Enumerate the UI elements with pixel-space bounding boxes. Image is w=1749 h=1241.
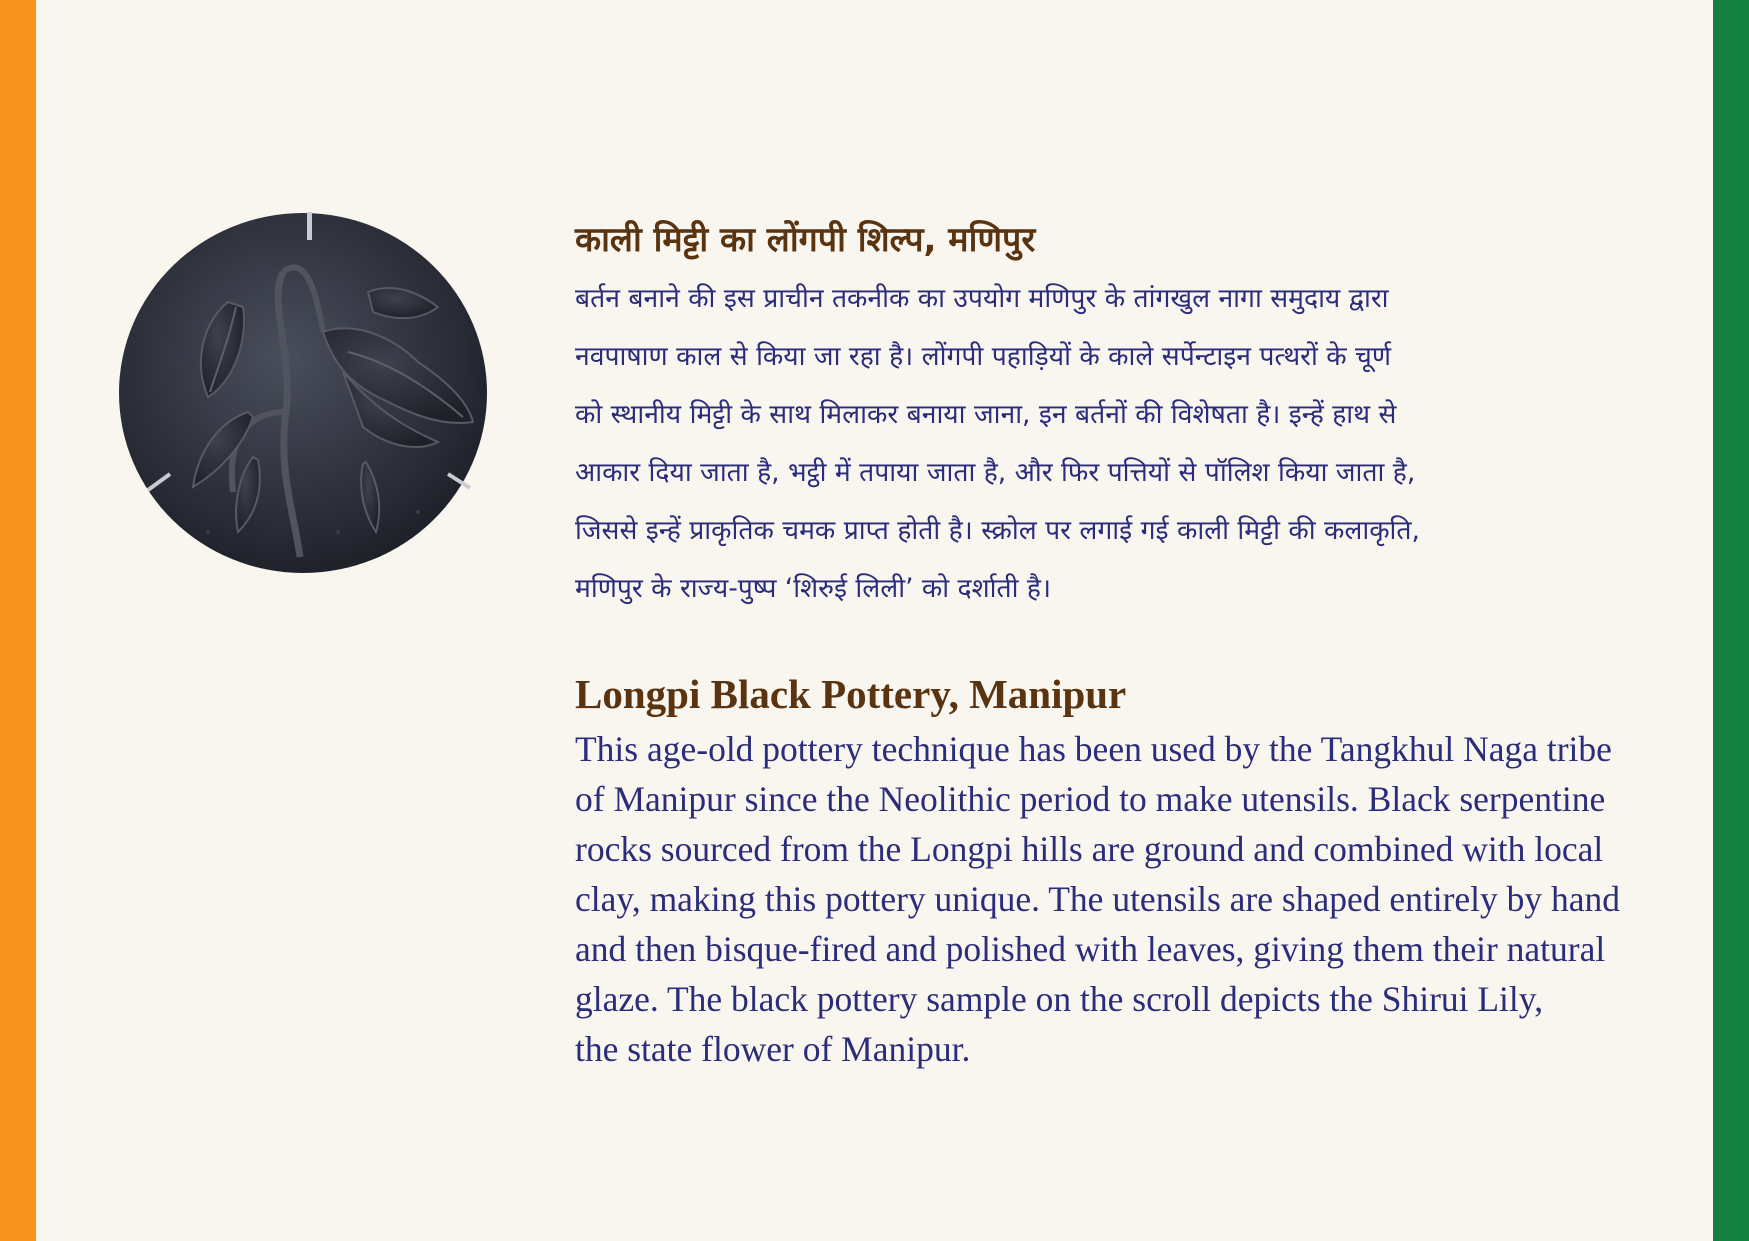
green-border-stripe [1713,0,1749,1241]
saffron-border-stripe [0,0,36,1241]
english-line: rocks sourced from the Longpi hills are ground and combined with local [575,829,1604,869]
english-line: and then bisque-fired and polished with leaves, giving them their natural [575,929,1606,969]
hindi-line: को स्थानीय मिट्टी के साथ मिलाकर बनाया जाना, इन बर्तनों की विशेषता है। इन्हें हाथ से [575,399,1397,430]
english-line: of Manipur since the Neolithic period to make utensils. Black serpentine [575,779,1606,819]
english-paragraph [575,724,1620,1074]
hindi-line: जिससे इन्हें प्राकृतिक चमक प्राप्त होती है। स्क्रोल पर लगाई गई काली मिट्टी की कलाकृति, [575,515,1420,546]
english-line: the state flower of Manipur. [575,1029,971,1069]
black-pottery-lily-medallion-image [118,212,488,574]
hindi-paragraph [575,270,1620,618]
english-title: Longpi Black Pottery, Manipur [575,671,1127,717]
text-content [575,210,1620,1074]
hindi-line: नवपाषाण काल से किया जा रहा है। लोंगपी पहाड़ियों के काले सर्पेन्टाइन पत्थरों के चूर्ण [575,341,1392,372]
english-line: clay, making this pottery unique. The utensils are shaped entirely by hand [575,879,1621,919]
hindi-line: आकार दिया जाता है, भट्ठी में तपाया जाता है, और फिर पत्तियों से पॉलिश किया जाता है, [575,457,1416,488]
english-line: glaze. The black pottery sample on the scroll depicts the Shirui Lily, [575,979,1544,1019]
hindi-title: काली मिट्टी का लोंगपी शिल्प, मणिपुर [575,220,1036,260]
english-line: This age-old pottery technique has been used by the Tangkhul Naga tribe [575,729,1612,769]
hindi-line: बर्तन बनाने की इस प्राचीन तकनीक का उपयोग मणिपुर के तांगखुल नागा समुदाय द्वारा [575,283,1389,314]
hindi-line: मणिपुर के राज्य-पुष्प ‘शिरुई लिली’ को दर्शाती है। [575,573,1052,604]
